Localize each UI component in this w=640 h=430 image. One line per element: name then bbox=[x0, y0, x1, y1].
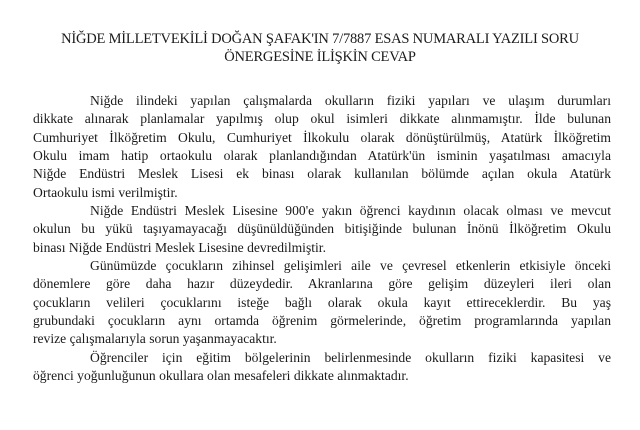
paragraph-line: Niğde ilindeki yapılan çalışmalarda okulların fiziki yapıları ve ulaşım durumları bbox=[90, 93, 611, 108]
paragraph-line: dönemlere göre daha hazır düzeydedir. Akranlarına göre gelişim düzeyleri ileri olan bbox=[33, 276, 611, 292]
document-title-line-1: NİĞDE MİLLETVEKİLİ DOĞAN ŞAFAK'IN 7/7887 ESAS NUMARALI YAZILI SORU bbox=[61, 31, 579, 47]
paragraph-line: Niğde Endüstri Meslek Lisesi ek binası olarak kullanılan bölümde açılan okula Atatürk bbox=[33, 166, 611, 182]
paragraph-line: çocukların velileri çocuklarını isteğe bağlı olarak okula kayıt ettireceklerdir. Bu yaş bbox=[33, 294, 611, 310]
paragraph-line: Niğde Endüstri Meslek Lisesine 900'e yakın öğrenci kaydının olacak olması ve mevcut bbox=[90, 203, 611, 219]
paragraph bbox=[33, 349, 611, 386]
paragraph-line: öğrenci yoğunluğunun okullara olan mesafeleri dikkate alınmaktadır. bbox=[33, 368, 409, 384]
paragraph-line: Cumhuriyet İlköğretim Okulu, Cumhuriyet İlkokulu olarak dönüştürülmüş, Atatürk İlköğretim bbox=[33, 129, 611, 145]
paragraph bbox=[33, 202, 611, 257]
paragraph-line: dikkate alınarak planlamalar yapılmış olup okul isimleri dikkate alınmamıştır. İlde bulunan bbox=[33, 111, 611, 127]
paragraph-line: grubundaki çocukların aynı ortamda öğrenim görmelerinde, öğretim programlarında yapılan bbox=[33, 313, 611, 329]
document-body bbox=[33, 92, 611, 386]
paragraph-line: binası Niğde Endüstri Meslek Lisesine devredilmiştir. bbox=[33, 239, 326, 255]
paragraph-line: okulun bu yükü taşıyamayacağı düşünüldüğünden bitişiğinde bulunan İnönü İlköğretim Okulu bbox=[33, 221, 611, 237]
paragraph-line: revize çalışmalarıyla sorun yaşanmayacaktır. bbox=[33, 331, 277, 347]
paragraph bbox=[33, 257, 611, 349]
document-title-line-2: ÖNERGESİNE İLİŞKİN CEVAP bbox=[224, 49, 416, 65]
paragraph bbox=[33, 92, 611, 202]
paragraph-line: Öğrenciler için eğitim bölgelerinin belirlenmesinde okulların fiziki kapasitesi ve bbox=[90, 349, 611, 365]
paragraph-line: Okulu imam hatip ortaokulu olarak planlandığından Atatürk'ün isminin yaşatılması amacıyla bbox=[33, 148, 611, 164]
paragraph-line: Günümüzde çocukların zihinsel gelişimleri aile ve çevresel etkenlerin etkisiyle önceki bbox=[90, 258, 611, 274]
paragraph-line: Ortaokulu ismi verilmiştir. bbox=[33, 184, 178, 200]
